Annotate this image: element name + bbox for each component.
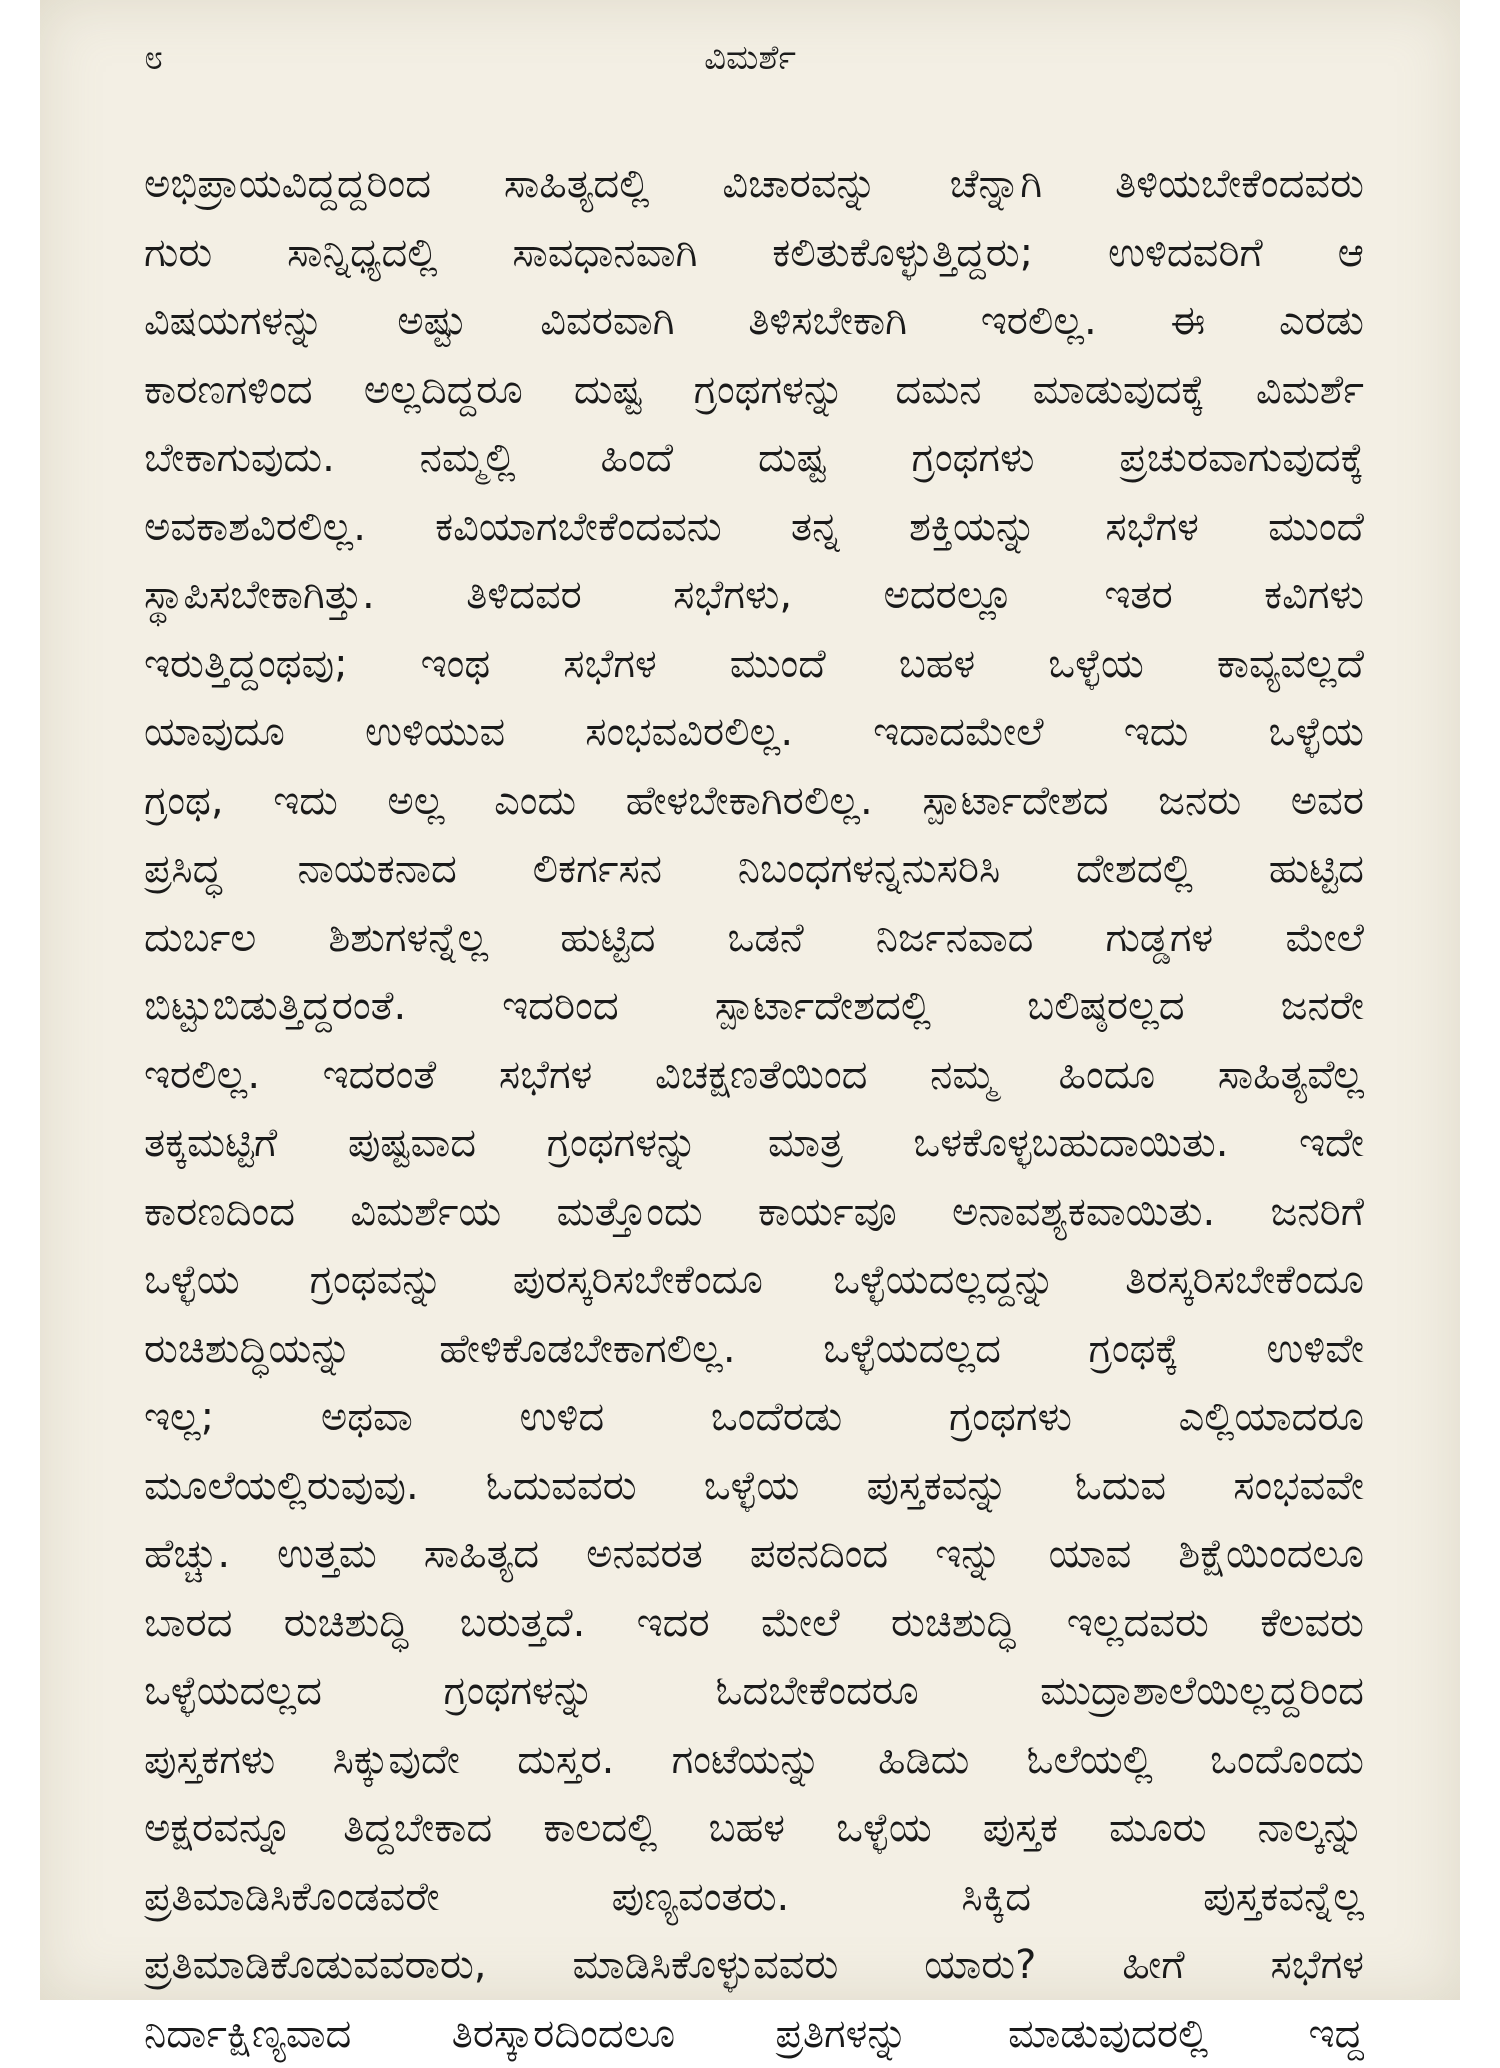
text-line: ಪುಸ್ತಕಗಳು ಸಿಕ್ಕುವುದೇ ದುಸ್ತರ. ಗಂಟೆಯನ್ನು ಹಿಡಿದು ಓಲೆಯಲ್ಲಿ ಒಂದೊಂದು (144, 1726, 1364, 1795)
text-line: ಬಿಟ್ಟುಬಿಡುತ್ತಿದ್ದರಂತೆ. ಇದರಿಂದ ಸ್ಪಾರ್ಟಾದೇಶದಲ್ಲಿ ಬಲಿಷ್ಠರಲ್ಲದ ಜನರೇ (144, 972, 1364, 1041)
text-line: ವಿಷಯಗಳನ್ನು ಅಷ್ಟು ವಿವರವಾಗಿ ತಿಳಿಸಬೇಕಾಗಿ ಇರಲಿಲ್ಲ. ಈ ಎರಡು (144, 287, 1364, 356)
text-line: ಒಳ್ಳೆಯದಲ್ಲದ ಗ್ರಂಥಗಳನ್ನು ಓದಬೇಕೆಂದರೂ ಮುದ್ರಾಶಾಲೆಯಿಲ್ಲದ್ದರಿಂದ (144, 1657, 1364, 1726)
text-line: ತಕ್ಕಮಟ್ಟಿಗೆ ಪುಷ್ಟವಾದ ಗ್ರಂಥಗಳನ್ನು ಮಾತ್ರ ಒಳಕೊಳ್ಳಬಹುದಾಯಿತು. ಇದೇ (144, 1109, 1364, 1178)
text-line: ಕಾರಣದಿಂದ ವಿಮರ್ಶೆಯ ಮತ್ತೊಂದು ಕಾರ್ಯವೂ ಅನಾವಶ್ಯಕವಾಯಿತು. ಜನರಿಗೆ (144, 1178, 1364, 1247)
text-line: ಅಭಿಪ್ರಾಯವಿದ್ದದ್ದರಿಂದ ಸಾಹಿತ್ಯದಲ್ಲಿ ವಿಚಾರವನ್ನು ಚೆನ್ನಾಗಿ ತಿಳಿಯಬೇಕೆಂದವರು (144, 150, 1364, 219)
text-line: ಗ್ರಂಥ, ಇದು ಅಲ್ಲ ಎಂದು ಹೇಳಬೇಕಾಗಿರಲಿಲ್ಲ. ಸ್ಪಾರ್ಟಾದೇಶದ ಜನರು ಅವರ (144, 767, 1364, 836)
running-title: ವಿಮರ್ಶೆ (40, 38, 1460, 78)
text-line: ಹೆಚ್ಚು. ಉತ್ತಮ ಸಾಹಿತ್ಯದ ಅನವರತ ಪಠನದಿಂದ ಇನ್ನು ಯಾವ ಶಿಕ್ಷೆಯಿಂದಲೂ (144, 1520, 1364, 1589)
text-line: ಕಾರಣಗಳಿಂದ ಅಲ್ಲದಿದ್ದರೂ ದುಷ್ಟ ಗ್ರಂಥಗಳನ್ನು ದಮನ ಮಾಡುವುದಕ್ಕೆ ವಿಮರ್ಶೆ (144, 356, 1364, 425)
text-line: ಇರುತ್ತಿದ್ದಂಥವು; ಇಂಥ ಸಭೆಗಳ ಮುಂದೆ ಬಹಳ ಒಳ್ಳೆಯ ಕಾವ್ಯವಲ್ಲದೆ (144, 630, 1364, 699)
text-line: ದುರ್ಬಲ ಶಿಶುಗಳನ್ನೆಲ್ಲ ಹುಟ್ಟಿದ ಒಡನೆ ನಿರ್ಜನವಾದ ಗುಡ್ಡಗಳ ಮೇಲೆ (144, 904, 1364, 973)
text-line: ಅವಕಾಶವಿರಲಿಲ್ಲ. ಕವಿಯಾಗಬೇಕೆಂದವನು ತನ್ನ ಶಕ್ತಿಯನ್ನು ಸಭೆಗಳ ಮುಂದೆ (144, 493, 1364, 562)
text-line: ಸ್ಥಾಪಿಸಬೇಕಾಗಿತ್ತು. ತಿಳಿದವರ ಸಭೆಗಳು, ಅದರಲ್ಲೂ ಇತರ ಕವಿಗಳು (144, 561, 1364, 630)
text-line: ಇರಲಿಲ್ಲ. ಇದರಂತೆ ಸಭೆಗಳ ವಿಚಕ್ಷಣತೆಯಿಂದ ನಮ್ಮ ಹಿಂದೂ ಸಾಹಿತ್ಯವೆಲ್ಲ (144, 1041, 1364, 1110)
text-line: ಯಾವುದೂ ಉಳಿಯುವ ಸಂಭವವಿರಲಿಲ್ಲ. ಇದಾದಮೇಲೆ ಇದು ಒಳ್ಳೆಯ (144, 698, 1364, 767)
text-line: ಪ್ರಸಿದ್ಧ ನಾಯಕನಾದ ಲಿಕರ್ಗಸನ ನಿಬಂಧಗಳನ್ನನುಸರಿಸಿ ದೇಶದಲ್ಲಿ ಹುಟ್ಟಿದ (144, 835, 1364, 904)
text-line: ಬಾರದ ರುಚಿಶುದ್ಧಿ ಬರುತ್ತದೆ. ಇದರ ಮೇಲೆ ರುಚಿಶುದ್ಧಿ ಇಲ್ಲದವರು ಕೆಲವರು (144, 1589, 1364, 1658)
text-line: ಮೂಲೆಯಲ್ಲಿರುವುವು. ಓದುವವರು ಒಳ್ಳೆಯ ಪುಸ್ತಕವನ್ನು ಓದುವ ಸಂಭವವೇ (144, 1452, 1364, 1521)
text-line: ಒಳ್ಳೆಯ ಗ್ರಂಥವನ್ನು ಪುರಸ್ಕರಿಸಬೇಕೆಂದೂ ಒಳ್ಳೆಯದಲ್ಲದ್ದನ್ನು ತಿರಸ್ಕರಿಸಬೇಕೆಂದೂ (144, 1246, 1364, 1315)
page-header (40, 38, 1460, 98)
text-line: ಅಕ್ಷರವನ್ನೂ ತಿದ್ದಬೇಕಾದ ಕಾಲದಲ್ಲಿ ಬಹಳ ಒಳ್ಳೆಯ ಪುಸ್ತಕ ಮೂರು ನಾಲ್ಕನ್ನು (144, 1794, 1364, 1863)
text-line: ನಿರ್ದಾಕ್ಷಿಣ್ಯವಾದ ತಿರಸ್ಕಾರದಿಂದಲೂ ಪ್ರತಿಗಳನ್ನು ಮಾಡುವುದರಲ್ಲಿ ಇದ್ದ (144, 2000, 1364, 2068)
book-page (40, 0, 1460, 2000)
text-line: ಇಲ್ಲ; ಅಥವಾ ಉಳಿದ ಒಂದೆರಡು ಗ್ರಂಥಗಳು ಎಲ್ಲಿಯಾದರೂ (144, 1383, 1364, 1452)
page-number: ೮ (144, 38, 163, 78)
text-line: ಪ್ರತಿಮಾಡಿಕೊಡುವವರಾರು, ಮಾಡಿಸಿಕೊಳ್ಳುವವರು ಯಾರು? ಹೀಗೆ ಸಭೆಗಳ (144, 1931, 1364, 2000)
text-line: ರುಚಿಶುದ್ಧಿಯನ್ನು ಹೇಳಿಕೊಡಬೇಕಾಗಲಿಲ್ಲ. ಒಳ್ಳೆಯದಲ್ಲದ ಗ್ರಂಥಕ್ಕೆ ಉಳಿವೇ (144, 1315, 1364, 1384)
text-line: ಬೇಕಾಗುವುದು. ನಮ್ಮಲ್ಲಿ ಹಿಂದೆ ದುಷ್ಟ ಗ್ರಂಥಗಳು ಪ್ರಚುರವಾಗುವುದಕ್ಕೆ (144, 424, 1364, 493)
text-line: ಪ್ರತಿಮಾಡಿಸಿಕೊಂಡವರೇ ಪುಣ್ಯವಂತರು. ಸಿಕ್ಕಿದ ಪುಸ್ತಕವನ್ನೆಲ್ಲ (144, 1863, 1364, 1932)
body-text (144, 150, 1364, 2068)
text-line: ಗುರು ಸಾನ್ನಿಧ್ಯದಲ್ಲಿ ಸಾವಧಾನವಾಗಿ ಕಲಿತುಕೊಳ್ಳುತ್ತಿದ್ದರು; ಉಳಿದವರಿಗೆ ಆ (144, 219, 1364, 288)
